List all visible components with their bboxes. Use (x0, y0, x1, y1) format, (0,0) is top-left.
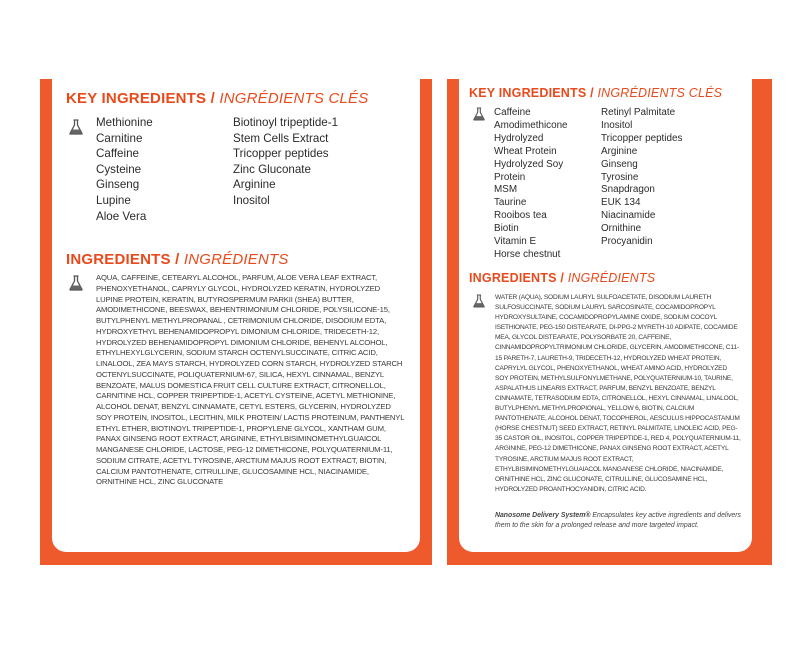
key-ingredient-item: Snapdragon (601, 184, 655, 196)
key-ingredients-heading (66, 90, 368, 107)
key-ingredient-item: EUK 134 (601, 197, 641, 209)
ingredients-title-fr: INGRÉDIENTS (183, 251, 289, 268)
key-ingredient-item: Retinyl Palmitate (601, 107, 676, 118)
key-ingredient-item: Niacinamide (601, 210, 656, 222)
key-ingredient-item: Tricopper peptides (601, 132, 683, 144)
key-ingredient-item: Caffeine (96, 147, 139, 161)
right-label-card (459, 79, 752, 552)
key-ingredient-item: Ginseng (601, 158, 638, 170)
flask-icon (473, 294, 485, 308)
key-ingredient-item: Ornithine (601, 223, 642, 235)
key-ingredient-item: Wheat Protein (494, 145, 557, 157)
heading-slash: / (210, 90, 215, 107)
key-ingredient-item: Rooibos tea (494, 210, 547, 222)
key-ingredients-title-en: KEY INGREDIENTS (469, 86, 587, 100)
key-ingredient-item: Tyrosine (601, 171, 639, 183)
ingredients-heading (469, 271, 655, 285)
key-ingredient-item: Methionine (96, 116, 153, 129)
key-ingredient-item: Hydrolyzed Soy (494, 158, 564, 170)
key-ingredients-list-col1 (494, 107, 568, 262)
left-label-card (52, 79, 420, 552)
key-ingredient-item: Biotin (494, 223, 519, 235)
key-ingredient-item: Arginine (233, 178, 276, 192)
ingredients-title-fr: INGRÉDIENTS (567, 271, 656, 285)
key-ingredient-item: Arginine (601, 145, 638, 157)
heading-slash: / (560, 271, 564, 285)
heading-slash: / (590, 86, 594, 100)
key-ingredient-item: Inositol (233, 193, 270, 207)
heading-slash: / (175, 251, 180, 268)
key-ingredient-item: Procyanidin (601, 236, 653, 248)
key-ingredient-item: Vitamin E (494, 236, 537, 248)
key-ingredients-heading (469, 86, 722, 100)
key-ingredient-item: Ginseng (96, 178, 140, 192)
ingredients-text: AQUA, CAFFEINE, CETEARYL ALCOHOL, PARFUM, ALOE VERA LEAF EXTRACT, PHENOXYETHANOL, CAPRYLY GLYCOL, HYDROLYZED KERATIN, HYDROLYZED LUPINE PROTEIN, KERATIN, BUTYROSPERMUM PARKII (SHEA) BUTTER, AMODIMETHICONE, BEESWAX, BEHENTRIMONIUM CHLORIDE, POLYSILICONE-15, BUTYLPHENYL METHYLPROPANAL , CETRIMONIUM CHLORIDE, DISODIUM EDTA, HYDROXYETHYL BEHENAMIDOPROPYL DIMONIUM CHLORIDE, TRIDECETH-12, HYDROLYZED BEHENAMIDOPROPYL DIMONIUM CHLORIDE, BEHENYL ALCOHOL, ETHYLHEXYLGLYCERIN, SODIUM STARCH OCTENYLSUCCINATE, CITRIC ACID, LINALOOL, ZEA MAYS STARCH, HYDROLYZED CORN STARCH, HYDROLYZED STARCH OCTENYLSUCCINATE, POLIQUATERNIUM-67, SILICA, HEXYL CINNAMAL, BENZYL BENZOATE, MALUS DOMESTICA FRUIT CELL CULTURE EXTRACT, CITRONELLOL, CARNITINE HCL, COPPER TRIPEPTIDE-1, ACETYL CYSTEINE, ACETYL METHIONINE, ALCOHOL DENAT, BENZYL CINNAMATE, CETYL ESTERS, GLYCERIN, HYDROLYZED SOY PROTEIN, INOSITOL, LECITHIN, MILK PROTEIN/ LACTIS PROTEINUM, PANTHENYL ETHYL ETHER, BIOTINOYL TRIPEPTIDE-1, PROPYLENE GLYCOL, XANTHAM GUM, PANAX GINSENG ROOT EXTRACT, ARGININE, ETHYLBISIMINOMETHYLGUAICOL MANGANESE CHLORIDE, LACTOSE, PEG-12 DIMETHICONE, POLYQUATERNIUM-11, SODIUM CITRATE, ACETYL TYROSINE, ARCTIUM MAJUS ROOT EXTRACT, BIOTIN, CALCIUM PANTOTHENATE, CITRULLINE, GLUCOSAMINE HCL, NIACINAMIDE, ORNITHINE HCL, ZINC GLUCONATE (96, 273, 405, 487)
key-ingredient-item: Protein (494, 171, 526, 183)
key-ingredients-list-col1 (96, 115, 153, 224)
flask-icon (69, 275, 83, 291)
ingredients-heading (66, 251, 289, 268)
flask-icon (69, 119, 83, 135)
key-ingredients-list-col2 (233, 115, 338, 209)
key-ingredient-item: Caffeine (494, 107, 531, 118)
key-ingredients-title-fr: INGRÉDIENTS CLÉS (597, 86, 723, 100)
key-ingredient-item: Amodimethicone (494, 119, 568, 131)
left-label-panel (40, 79, 432, 565)
key-ingredient-item: Zinc Gluconate (233, 162, 311, 176)
key-ingredients-title-en: KEY INGREDIENTS (66, 90, 207, 107)
key-ingredient-item: Tricopper peptides (233, 147, 329, 161)
key-ingredient-item: Taurine (494, 197, 527, 209)
key-ingredients-title-fr: INGRÉDIENTS CLÉS (219, 90, 369, 107)
ingredients-title-en: INGREDIENTS (469, 271, 557, 285)
nanosome-note (495, 511, 741, 531)
key-ingredient-item: Lupine (96, 193, 131, 207)
key-ingredient-item: Biotinoyl tripeptide-1 (233, 116, 339, 129)
ingredients-title-en: INGREDIENTS (66, 251, 171, 268)
ingredients-text: WATER (AQUA), SODIUM LAURYL SULFOACETATE, DISODIUM LAURETH SULFOSUCCINATE, SODIUM LAURYL SARCOSINATE, COCAMIDOPROPYL HYDROXYSULTAINE, COCAMIDOPROPYLAMINE OXIDE, SODIUM COCOYL ISETHIONATE, PEG-150 DISTEARATE, DI-PPG-2 MYRETH-10 ADIPATE, COCAMIDE MEA, GLYCOL DISTEARATE, POLYSORBATE 20, CAFFEINE, CINNAMIDOPROPYLTRIMONIUM CHLORIDE, GLYCERIN, AMODIMETHICONE, C11-15 PARETH-7, LAURETH-9, TRIDECETH-12, HYDROLYZED WHEAT PROTEIN, CAPRYLYL GLYCOL, PHENOXYETHANOL, WHEAT AMINO ACID, HYDROLYZED SOY PROTEIN, METHYLSULFONYLMETHANE, POLYQUATERNIUM-10, TAURINE, ASPALATHUS LINEARIS EXTRACT, PARFUM, BENZYL BENZOATE, BENZYL CINNAMATE, TETRASODIUM EDTA, CITRONELLOL, HEXYL CINNAMAL, LINALOOL, BUTYLPHENYL METHYLPROPIONAL, YELLOW 6, BIOTIN, CALCIUM PANTOTHENATE, ALCOHOL DENAT, TOCOPHEROL, AESCULUS HIPPOCASTANUM (HORSE CHESTNUT) SEED EXTRACT, RETINYL PALMITATE, LINOLEIC ACID, PEG-35 CASTOR OIL, INOSITOL, COPPER TRIPEPTIDE-1, RED 4, POLYQUATERNIUM-11, ARGININE, PEG-12 DIMETHICONE, PANAX GINSENG ROOT EXTRACT, ACETYL TYROSINE, ARCTIUM MAJUS ROOT EXTRACT, ETHYLBISIMINOMETHYLGUAIACOL MANGANESE CHLORIDE, NIACINAMIDE, ORNITHINE HCL, ZINC GLUCONATE, CITRULLINE, GLUCOSAMINE HCL, HYDROLYZED PROANTHOCYANIDIN, CITRIC ACID. (495, 294, 741, 493)
flask-icon (473, 107, 485, 121)
key-ingredient-item: Inositol (601, 119, 633, 131)
nanosome-note-title: Nanosome Delivery System® (495, 512, 591, 519)
key-ingredient-item: Hydrolyzed (494, 132, 544, 144)
key-ingredient-item: Stem Cells Extract (233, 131, 329, 145)
key-ingredient-item: Cysteine (96, 162, 142, 176)
right-label-panel (447, 79, 772, 565)
nanosome-note-text: Encapsulates key active ingredients and delivers them to the skin for a prolonged release and more targeted impact. (495, 512, 741, 529)
key-ingredient-item: MSM (494, 184, 518, 196)
key-ingredient-item: Aloe Vera (96, 209, 147, 223)
key-ingredient-item: Horse chestnut (494, 248, 561, 260)
key-ingredients-list-col2 (601, 107, 682, 249)
key-ingredient-item: Carnitine (96, 131, 143, 145)
